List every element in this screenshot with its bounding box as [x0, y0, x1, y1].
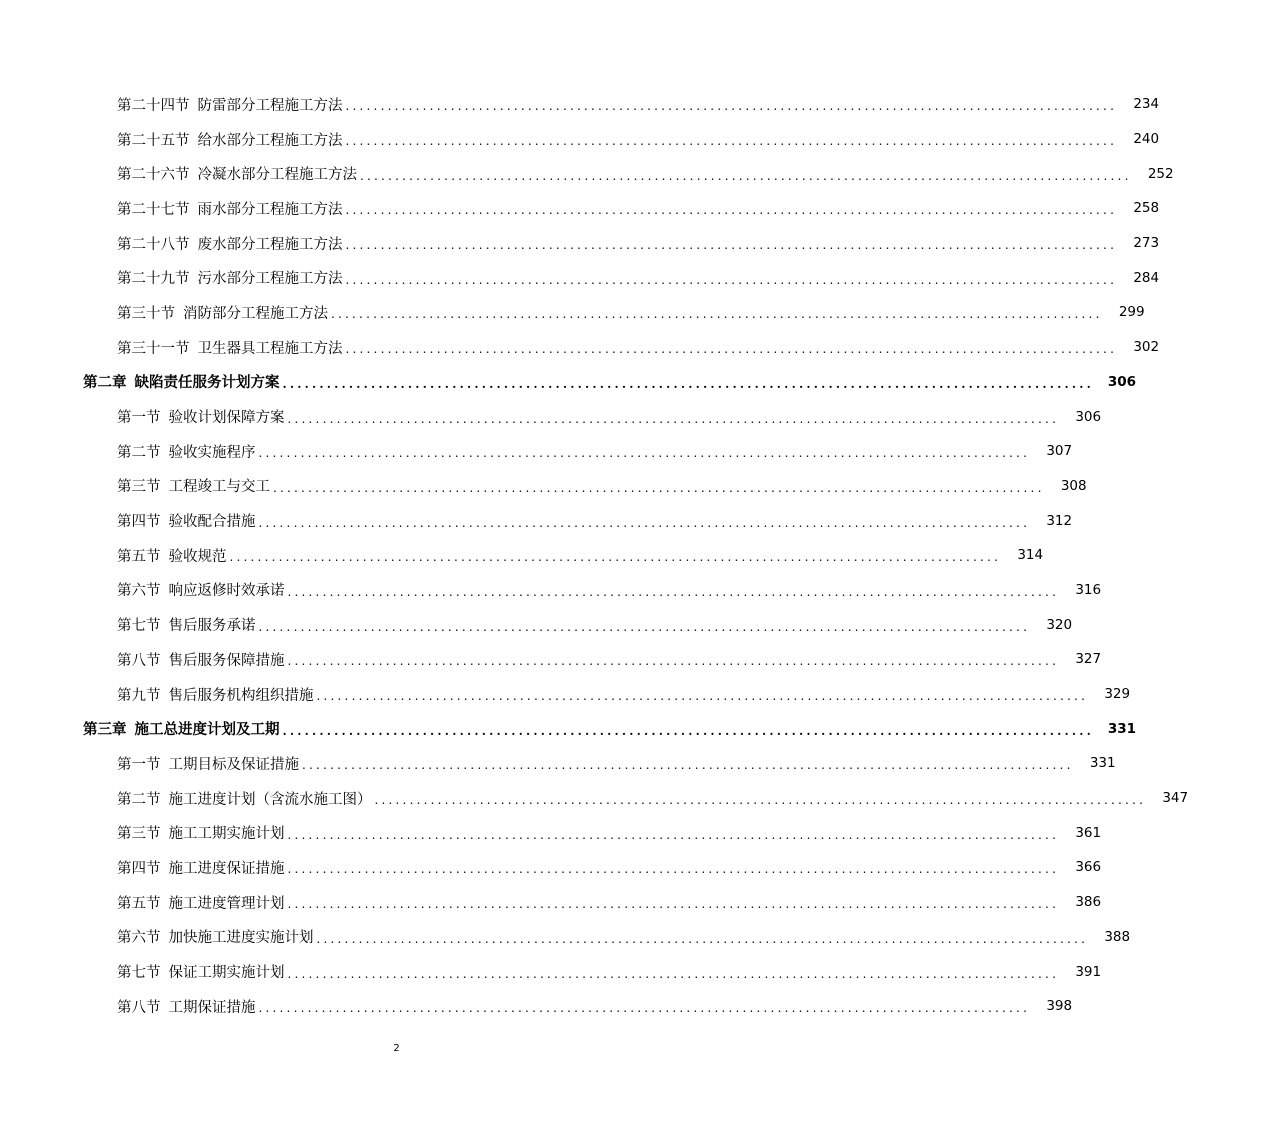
toc-entry-number: 第七节 [117, 965, 161, 982]
toc-entry-number: 第二章 [83, 374, 127, 392]
dot-leader: .............................................................................................................. [282, 723, 1095, 738]
toc-entry[interactable] [0, 815, 1102, 850]
toc-entry-page: 386 [1075, 894, 1102, 911]
toc-entry-number: 第三章 [83, 721, 127, 739]
toc-entry-title: 施工进度管理计划 [168, 895, 285, 912]
toc-entry-number: 第八节 [117, 652, 161, 669]
table-of-contents [0, 87, 1189, 1024]
toc-entry-number: 第四节 [117, 860, 161, 877]
toc-entry-page: 366 [1075, 859, 1102, 876]
toc-entry-title: 验收计划保障方案 [168, 410, 285, 427]
dot-leader: .............................................................................................................. [258, 446, 1031, 461]
dot-leader: .............................................................................................................. [316, 931, 1089, 946]
toc-entry-page: 314 [1017, 547, 1044, 564]
toc-entry-number: 第二十四节 [117, 97, 190, 114]
dot-leader: .............................................................................................................. [345, 238, 1118, 253]
toc-entry[interactable] [0, 330, 1160, 365]
toc-entry[interactable] [0, 642, 1102, 677]
toc-entry-number: 第二十五节 [117, 132, 190, 149]
dot-leader: .............................................................................................................. [287, 584, 1060, 599]
toc-chapter-entry[interactable] [0, 711, 1137, 746]
toc-entry-page: 331 [1089, 755, 1116, 772]
page-number: 2 [393, 1043, 400, 1054]
dot-leader: .............................................................................................................. [229, 550, 1002, 565]
toc-entry-title: 污水部分工程施工方法 [197, 271, 343, 288]
toc-entry[interactable] [0, 607, 1073, 642]
toc-entry[interactable] [0, 399, 1102, 434]
toc-entry-page: 284 [1133, 269, 1160, 286]
toc-entry-page: 388 [1104, 928, 1131, 945]
dot-leader: .............................................................................................................. [345, 203, 1118, 218]
toc-entry-title: 废水部分工程施工方法 [197, 236, 343, 253]
dot-leader: .............................................................................................................. [345, 99, 1118, 114]
toc-entry-number: 第一节 [117, 756, 161, 773]
toc-entry-title: 验收配合措施 [168, 514, 256, 531]
toc-entry-number: 第七节 [117, 618, 161, 635]
dot-leader: .............................................................................................................. [360, 168, 1132, 183]
toc-entry-page: 347 [1162, 790, 1189, 807]
dot-leader: .............................................................................................................. [273, 480, 1045, 495]
toc-entry-page: 234 [1133, 96, 1160, 113]
toc-entry-page: 302 [1133, 339, 1160, 356]
toc-entry-number: 第二节 [117, 791, 161, 808]
toc-entry-page: 308 [1060, 477, 1087, 494]
toc-entry[interactable] [0, 573, 1102, 608]
toc-entry-page: 312 [1046, 512, 1073, 529]
toc-entry-number: 第六节 [117, 930, 161, 947]
toc-entry-page: 306 [1107, 373, 1137, 390]
toc-entry-page: 331 [1107, 720, 1137, 737]
toc-entry-title: 验收规范 [168, 548, 227, 565]
dot-leader: .............................................................................................................. [258, 1001, 1031, 1016]
toc-entry-page: 320 [1046, 616, 1073, 633]
toc-entry-number: 第二十七节 [117, 201, 190, 218]
toc-entry-page: 306 [1075, 408, 1102, 425]
toc-entry[interactable] [0, 122, 1160, 157]
toc-entry-page: 252 [1147, 165, 1174, 182]
toc-entry-title: 冷凝水部分工程施工方法 [197, 167, 357, 184]
dot-leader: .............................................................................................................. [287, 862, 1060, 877]
toc-entry-title: 防雷部分工程施工方法 [197, 97, 343, 114]
toc-entry[interactable] [0, 295, 1145, 330]
dot-leader: .............................................................................................................. [316, 689, 1089, 704]
toc-entry[interactable] [0, 469, 1087, 504]
toc-entry-number: 第三十一节 [117, 340, 190, 357]
toc-entry-page: 329 [1104, 686, 1131, 703]
dot-leader: .............................................................................................................. [287, 897, 1060, 912]
toc-entry-title: 售后服务机构组织措施 [168, 687, 314, 704]
toc-entry[interactable] [0, 191, 1160, 226]
toc-entry-number: 第三节 [117, 826, 161, 843]
dot-leader: .............................................................................................................. [287, 966, 1060, 981]
toc-entry[interactable] [0, 954, 1102, 989]
dot-leader: .............................................................................................................. [331, 307, 1103, 322]
toc-entry-title: 施工进度计划（含流水施工图） [168, 791, 372, 808]
toc-entry-number: 第九节 [117, 687, 161, 704]
toc-entry[interactable] [0, 746, 1116, 781]
toc-chapter-entry[interactable] [0, 365, 1137, 400]
toc-entry-page: 398 [1046, 998, 1073, 1015]
toc-entry[interactable] [0, 885, 1102, 920]
toc-entry-title: 雨水部分工程施工方法 [197, 201, 343, 218]
toc-entry-number: 第五节 [117, 548, 161, 565]
dot-leader: .............................................................................................................. [287, 411, 1060, 426]
toc-entry[interactable] [0, 226, 1160, 261]
toc-entry[interactable] [0, 538, 1044, 573]
toc-entry-title: 工期目标及保证措施 [168, 756, 299, 773]
toc-entry-page: 258 [1133, 200, 1160, 217]
toc-entry-page: 307 [1046, 443, 1073, 460]
dot-leader: .............................................................................................................. [287, 827, 1060, 842]
toc-entry-number: 第五节 [117, 895, 161, 912]
dot-leader: .............................................................................................................. [345, 342, 1118, 357]
toc-entry-number: 第六节 [117, 583, 161, 600]
toc-entry[interactable] [0, 989, 1073, 1024]
toc-entry-title: 给水部分工程施工方法 [197, 132, 343, 149]
toc-entry-number: 第三节 [117, 479, 161, 496]
dot-leader: .............................................................................................................. [258, 515, 1031, 530]
toc-entry-title: 工期保证措施 [168, 999, 256, 1016]
toc-entry[interactable] [0, 850, 1102, 885]
toc-entry-page: 273 [1133, 235, 1160, 252]
toc-entry-number: 第三十节 [117, 305, 175, 322]
dot-leader: .............................................................................................................. [282, 376, 1095, 391]
toc-entry-number: 第二十八节 [117, 236, 190, 253]
toc-entry[interactable] [0, 434, 1073, 469]
toc-entry-title: 卫生器具工程施工方法 [197, 340, 343, 357]
toc-entry[interactable] [0, 920, 1131, 955]
dot-leader: .............................................................................................................. [302, 758, 1074, 773]
toc-entry-title: 保证工期实施计划 [168, 965, 285, 982]
toc-entry[interactable] [0, 87, 1160, 122]
dot-leader: .............................................................................................................. [345, 272, 1118, 287]
toc-entry-title: 售后服务承诺 [168, 618, 256, 635]
toc-entry[interactable] [0, 781, 1189, 816]
toc-entry-page: 299 [1118, 304, 1145, 321]
dot-leader: .............................................................................................................. [345, 134, 1118, 149]
toc-entry-number: 第二节 [117, 444, 161, 461]
toc-entry-title: 加快施工进度实施计划 [168, 930, 314, 947]
toc-entry-title: 施工工期实施计划 [168, 826, 285, 843]
toc-entry-title: 施工总进度计划及工期 [134, 721, 280, 739]
toc-entry-page: 391 [1075, 963, 1102, 980]
toc-entry-page: 240 [1133, 131, 1160, 148]
toc-entry-page: 316 [1075, 581, 1102, 598]
toc-entry-title: 施工进度保证措施 [168, 860, 285, 877]
toc-entry-title: 工程竣工与交工 [168, 479, 270, 496]
toc-entry-number: 第八节 [117, 999, 161, 1016]
toc-entry[interactable] [0, 260, 1160, 295]
toc-entry-number: 第一节 [117, 410, 161, 427]
toc-entry-title: 响应返修时效承诺 [168, 583, 285, 600]
toc-entry-title: 验收实施程序 [168, 444, 256, 461]
dot-leader: .............................................................................................................. [374, 793, 1147, 808]
toc-entry[interactable] [0, 503, 1073, 538]
toc-entry[interactable] [0, 677, 1131, 712]
dot-leader: .............................................................................................................. [258, 619, 1031, 634]
toc-entry-title: 缺陷责任服务计划方案 [134, 374, 280, 392]
toc-entry-number: 第二十六节 [117, 167, 190, 184]
toc-entry[interactable] [0, 156, 1174, 191]
toc-entry-title: 消防部分工程施工方法 [183, 305, 328, 322]
toc-entry-page: 361 [1075, 824, 1102, 841]
toc-entry-title: 售后服务保障措施 [168, 652, 285, 669]
toc-entry-number: 第四节 [117, 514, 161, 531]
dot-leader: .............................................................................................................. [287, 654, 1060, 669]
toc-entry-page: 327 [1075, 651, 1102, 668]
toc-entry-number: 第二十九节 [117, 271, 190, 288]
